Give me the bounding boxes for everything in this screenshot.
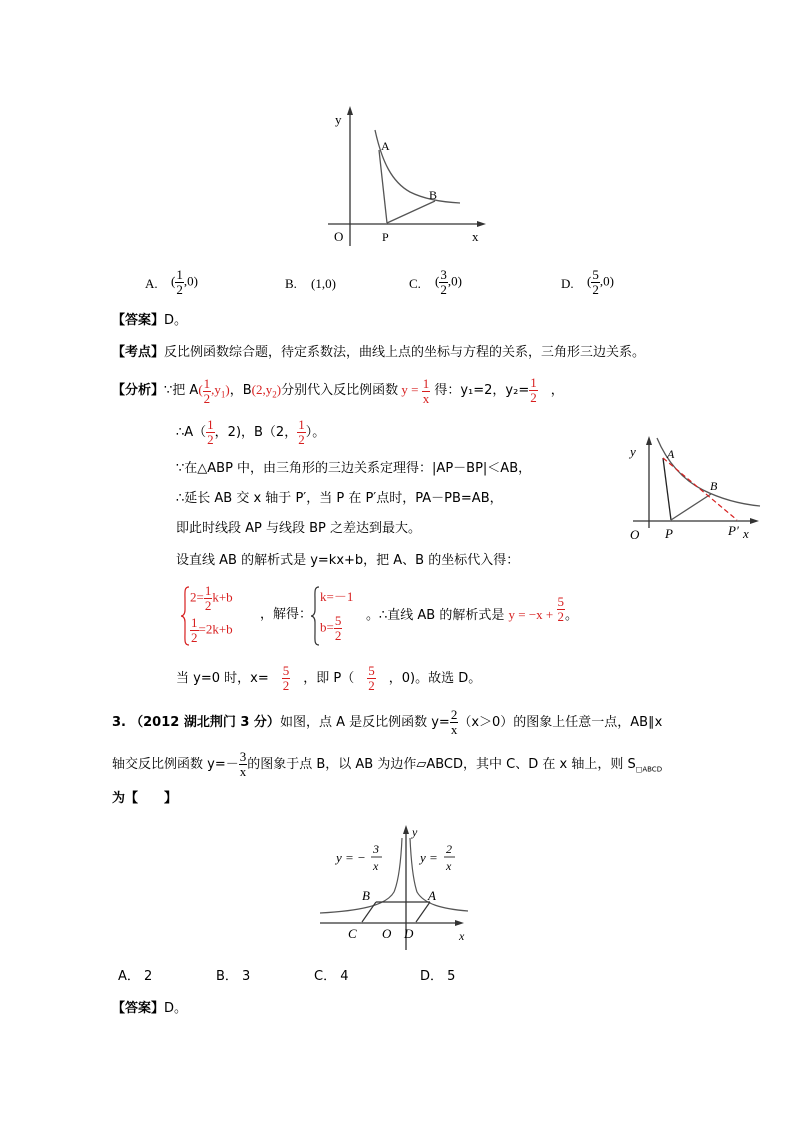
left-brace-2 <box>310 586 320 646</box>
fraction <box>439 268 448 297</box>
numerator: 3 <box>440 267 447 282</box>
fraction <box>591 268 600 297</box>
fenxi-line-6: 设直线 AB 的解析式是 y=kx+b，把 A、B 的坐标代入得： <box>176 553 520 568</box>
segment-pb <box>671 494 711 520</box>
fenxi-line-2 <box>176 418 325 447</box>
text: y = −x + <box>508 607 554 622</box>
denominator: 2 <box>440 282 447 297</box>
left-brace-1 <box>180 586 190 646</box>
paren: ( <box>171 273 176 289</box>
text: 轴交反比例函数 y=－ <box>112 757 239 772</box>
answer-tag: 【答案】 <box>112 313 165 328</box>
subscript: 1 <box>220 389 226 400</box>
label-p: P <box>665 526 673 541</box>
conclusion-text <box>366 593 579 625</box>
text: =2k+b <box>198 621 233 637</box>
option-a-value <box>171 268 198 297</box>
numerator: 3 <box>239 749 247 764</box>
numerator: 1 <box>176 267 183 282</box>
answer-3 <box>112 1000 187 1018</box>
system-2-eq-1: k=－1 <box>320 589 354 604</box>
question-3-line-1 <box>112 708 662 737</box>
denominator: 2 <box>298 432 305 447</box>
label-origin: O <box>334 229 344 244</box>
denominator: x <box>450 722 458 737</box>
subscript: □ABCD <box>635 765 663 774</box>
segment-ad <box>416 902 430 922</box>
system-2-eq-2 <box>320 614 342 643</box>
kaodian-text: 反比例函数综合题，待定系数法，曲线上点的坐标与方程的关系，三角形三边关系。 <box>164 345 646 360</box>
text: ，即 P（ <box>303 671 355 686</box>
text: ，2)，B（2， <box>214 425 298 440</box>
text: 如图，点 A 是反比例函数 y= <box>279 715 450 730</box>
numerator: 1 <box>203 375 211 391</box>
numerator: 5 <box>334 613 342 628</box>
option-d-label: D. <box>561 276 574 291</box>
label-p: P <box>382 230 389 244</box>
text: ）。 <box>305 425 326 440</box>
label-y: y <box>630 444 636 459</box>
denominator: 2 <box>334 628 342 643</box>
text: 为【 】 <box>112 791 178 806</box>
text: ，B <box>229 383 252 398</box>
numerator: 1 <box>530 375 537 390</box>
text: （x＞0）的图象上任意一点，AB∥x <box>458 715 663 730</box>
y-axis-arrow <box>403 825 409 834</box>
five-halves <box>282 664 291 693</box>
label-left-den: x <box>373 859 379 873</box>
label-c: C <box>348 926 357 941</box>
label-y: y <box>335 112 342 127</box>
text: ∴A（ <box>176 425 207 440</box>
label-y: y <box>412 825 418 839</box>
numerator: 1 <box>204 583 212 598</box>
denominator: 2 <box>204 598 212 613</box>
y-axis-arrow <box>646 436 652 445</box>
denominator: 2 <box>176 282 183 297</box>
text: k+b <box>212 589 233 605</box>
numerator: 5 <box>368 663 375 678</box>
denominator: 2 <box>282 678 290 693</box>
label-left-num: 3 <box>373 842 379 856</box>
numerator: 1 <box>191 615 198 630</box>
text: 2= <box>190 589 204 605</box>
fenxi-tag: 【分析】 <box>112 383 165 398</box>
kaodian-tag: 【考点】 <box>112 345 165 360</box>
system-1-eq-2 <box>190 616 233 645</box>
label-x: x <box>472 229 479 244</box>
fraction <box>239 750 248 779</box>
text: b= <box>320 619 334 635</box>
solve-text: ，解得： <box>260 607 313 622</box>
paren: ( <box>587 273 592 289</box>
option-c-value <box>435 268 462 297</box>
question-source: （2012 湖北荆门 3 分） <box>130 715 280 730</box>
denominator: 2 <box>207 432 214 447</box>
option-c-label: C. <box>409 276 421 291</box>
option-b-label: B. <box>285 276 297 291</box>
line-ab-expr <box>508 593 566 624</box>
option-d: D． 5 <box>420 969 456 984</box>
text: ∵把 A <box>164 383 199 398</box>
segment-ap <box>379 150 387 223</box>
denominator: 2 <box>203 390 211 406</box>
x-axis-arrow <box>477 221 486 227</box>
answer-tag: 【答案】 <box>112 1001 165 1016</box>
label-a: A <box>667 447 675 461</box>
label-b: B <box>362 888 370 903</box>
x-axis-arrow <box>455 920 464 926</box>
fraction <box>334 614 343 643</box>
fraction <box>422 377 431 406</box>
label-p-prime: P′ <box>728 523 739 538</box>
numerator: 1 <box>298 417 305 432</box>
numerator: 1 <box>207 417 214 432</box>
label-origin: O <box>630 527 640 542</box>
denominator: 2 <box>530 390 537 405</box>
fenxi-line-1 <box>112 376 564 406</box>
y-axis-arrow <box>347 106 353 115</box>
paren: ( <box>435 273 440 289</box>
label-left-lhs: y = − <box>336 850 366 865</box>
answer-text: D。 <box>164 1001 188 1016</box>
option-b: B． 3 <box>216 969 251 984</box>
tail: ,0) <box>183 273 198 289</box>
tail: ,0) <box>599 273 614 289</box>
option-c: C． 4 <box>314 969 349 984</box>
numerator: 5 <box>557 593 564 609</box>
figure-2-graph <box>625 432 765 544</box>
numerator: 1 <box>422 375 430 391</box>
tail: ,0) <box>447 273 462 289</box>
label-a: A <box>381 139 390 153</box>
fraction <box>175 268 184 297</box>
fenxi-line-5: 即此时线段 AP 与线段 BP 之差达到最大。 <box>176 521 422 536</box>
text: 。 <box>565 608 579 623</box>
denominator: x <box>239 764 247 779</box>
option-a: A． 2 <box>118 969 153 984</box>
question-number: 3. <box>112 715 126 730</box>
fraction <box>203 377 212 406</box>
label-a: A <box>428 888 436 903</box>
curve-right <box>410 838 468 911</box>
paren: ) <box>225 382 230 397</box>
text: 当 y=0 时，x= <box>176 671 269 686</box>
text: ,y <box>211 382 221 397</box>
text: ， <box>550 383 564 398</box>
text: ，0)。故选 D。 <box>388 671 482 686</box>
option-d-value <box>587 268 614 297</box>
label-b: B <box>429 188 438 202</box>
question-3-line-3 <box>112 790 177 808</box>
half-fraction <box>297 418 306 447</box>
label-x: x <box>743 526 749 541</box>
fraction <box>190 616 199 645</box>
fenxi-line-3: ∵在△ABP 中，由三角形的三边关系定理得：|AP－BP|＜AB， <box>176 461 532 476</box>
text: (2,y <box>251 382 273 397</box>
numerator: 5 <box>282 663 290 678</box>
numerator: 5 <box>592 267 599 282</box>
label-x: x <box>459 929 465 943</box>
label-right-num: 2 <box>446 842 452 856</box>
kaodian <box>112 344 645 362</box>
text: 分别代入反比例函数 <box>281 383 399 398</box>
half-fraction <box>529 376 538 405</box>
text: 。∴直线 AB 的解析式是 <box>366 608 505 623</box>
figure-3-graph <box>318 820 488 952</box>
option-b-value: (1,0) <box>311 276 336 291</box>
fenxi-line-8 <box>176 664 481 693</box>
denominator: 2 <box>191 630 198 645</box>
subscript: 2 <box>272 389 277 400</box>
paren: ) <box>276 382 282 397</box>
label-right-den: x <box>446 859 452 873</box>
point-b-expr <box>251 382 282 400</box>
denominator: x <box>422 390 430 406</box>
segment-bc <box>362 902 376 922</box>
segment-pb <box>387 201 435 223</box>
segment-ap <box>663 458 671 520</box>
denominator: 2 <box>368 678 375 693</box>
point-a-expr <box>198 375 230 406</box>
option-a-label: A. <box>145 276 158 291</box>
denominator: 2 <box>557 608 564 624</box>
question-3-line-2 <box>112 750 662 779</box>
answer-text: D。 <box>164 313 188 328</box>
label-d: D <box>404 926 414 941</box>
label-b: B <box>710 479 718 493</box>
text: 得：y₁=2，y₂= <box>434 383 530 398</box>
system-1-eq-1 <box>190 584 233 613</box>
fraction <box>557 595 566 624</box>
answer-1 <box>112 312 187 330</box>
denominator: 2 <box>592 282 599 297</box>
paren: ( <box>198 382 203 397</box>
x-axis-arrow <box>750 518 759 524</box>
numerator: 2 <box>450 707 458 722</box>
label-o: O <box>382 926 392 941</box>
lhs: y = <box>401 382 419 397</box>
five-halves <box>367 664 376 693</box>
half-fraction <box>206 418 215 447</box>
function-expr <box>398 375 430 406</box>
label-right-lhs: y = <box>420 850 438 865</box>
fenxi-line-4: ∴延长 AB 交 x 轴于 P′，当 P 在 P′点时，PA－PB=AB， <box>176 491 503 506</box>
text: 的图象于点 B，以 AB 为边作▱ABCD，其中 C、D 在 x 轴上，则 S <box>247 757 636 772</box>
figure-1-graph <box>320 100 490 250</box>
